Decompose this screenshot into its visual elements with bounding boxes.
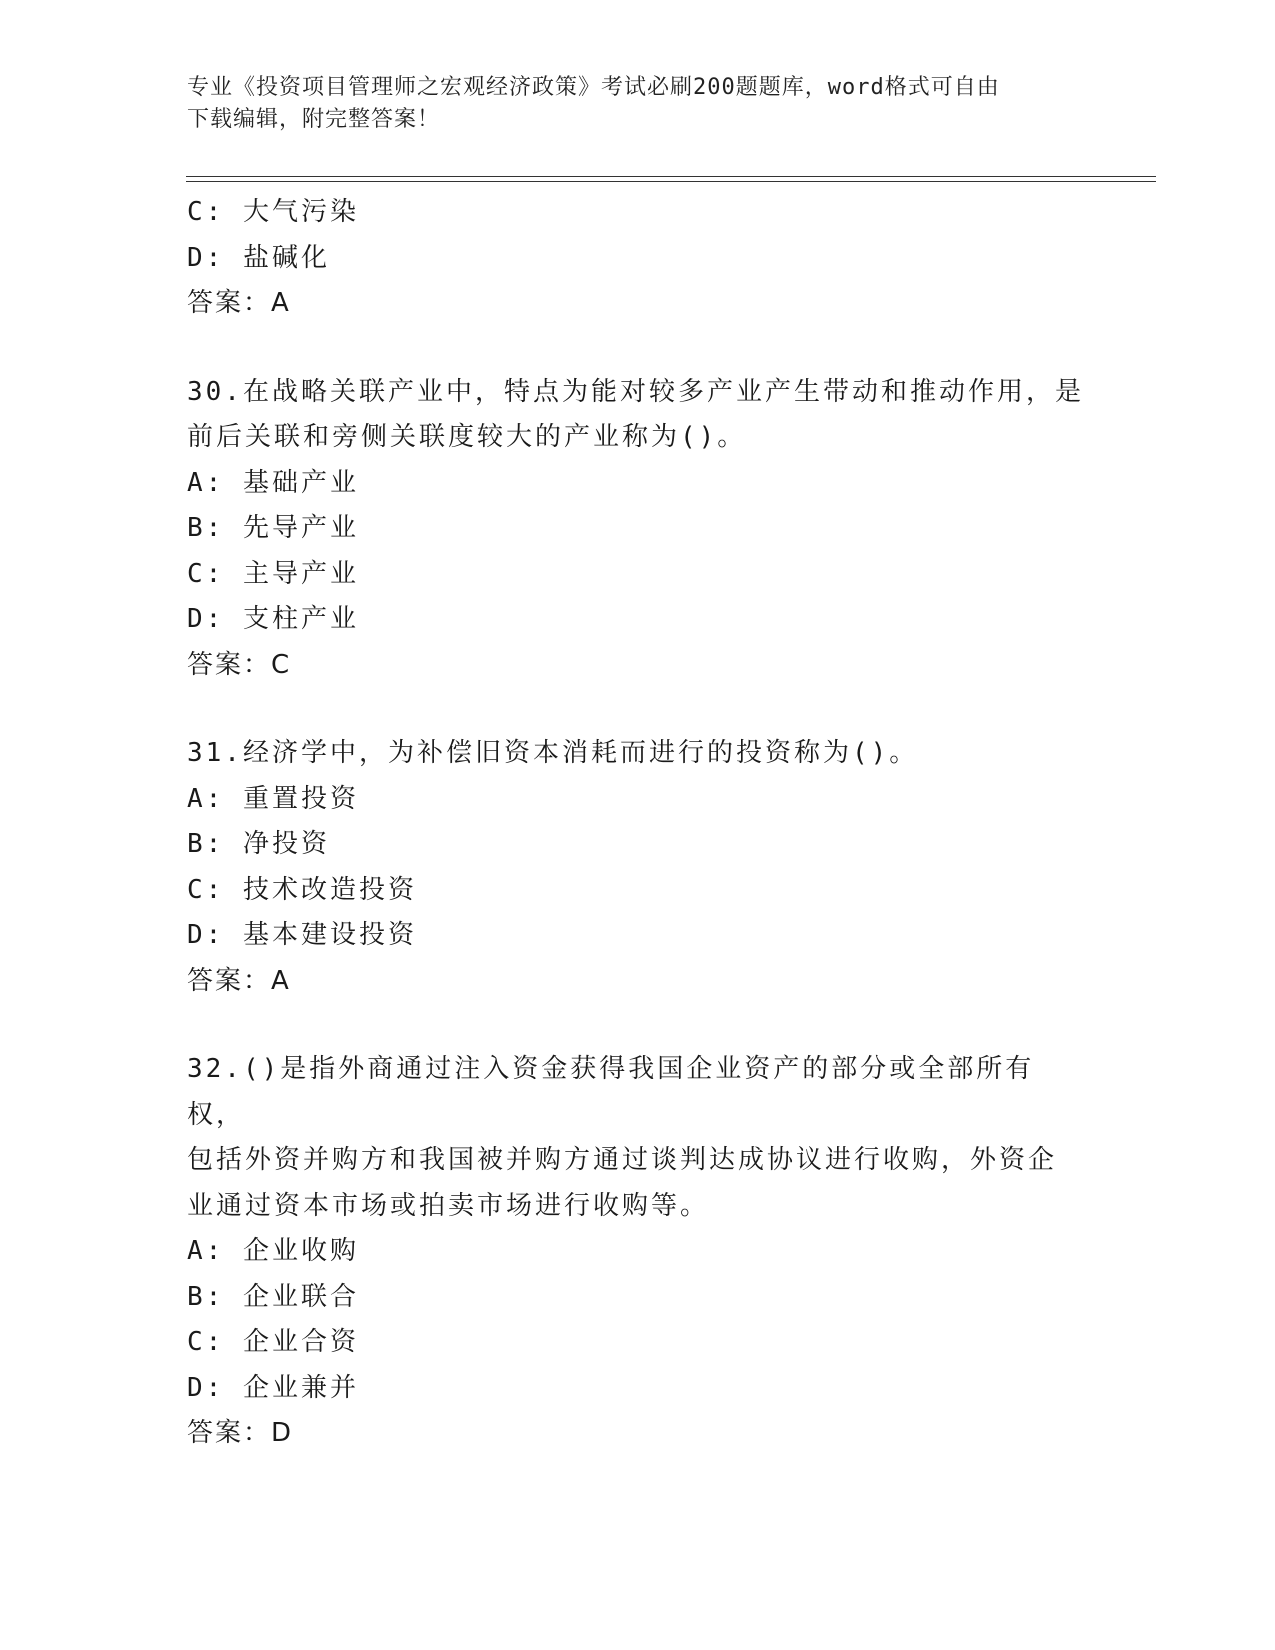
option-c: C: 技术改造投资 bbox=[187, 874, 417, 905]
question-31 bbox=[187, 731, 1087, 1004]
previous-question-tail bbox=[187, 190, 1087, 327]
option-c: C: 企业合资 bbox=[187, 1327, 359, 1357]
question-30 bbox=[187, 370, 1087, 689]
option-c: C: 主导产业 bbox=[187, 558, 359, 589]
document-header bbox=[187, 72, 1067, 136]
question-stem: 30.在战略关联产业中，特点为能对较多产业产生带动和推动作用，是 前后关联和旁侧关联度较大的产业称为()。 bbox=[187, 376, 1084, 452]
header-line-2: 下载编辑，附完整答案！ bbox=[187, 107, 441, 132]
option-c: C: 大气污染 bbox=[187, 197, 359, 227]
option-b: B: 企业联合 bbox=[187, 1281, 359, 1312]
option-b: B: 净投资 bbox=[187, 829, 330, 859]
question-list bbox=[187, 190, 1087, 1457]
option-a: A: 企业收购 bbox=[187, 1236, 359, 1266]
option-d: D: 基本建设投资 bbox=[187, 920, 417, 950]
header-divider-secondary bbox=[186, 181, 1156, 182]
header-divider bbox=[186, 176, 1156, 177]
option-d: D: 支柱产业 bbox=[187, 604, 359, 634]
answer-line: 答案：A bbox=[187, 288, 291, 318]
header-line-1: 专业《投资项目管理师之宏观经济政策》考试必刷200题题库，word格式可自由 bbox=[187, 75, 1000, 100]
answer-line: 答案：C bbox=[187, 649, 292, 680]
question-32 bbox=[187, 1047, 1087, 1457]
question-stem: 31.经济学中，为补偿旧资本消耗而进行的投资称为()。 bbox=[187, 738, 919, 768]
option-d: D: 企业兼并 bbox=[187, 1372, 359, 1403]
option-d: D: 盐碱化 bbox=[187, 242, 330, 273]
option-a: A: 基础产业 bbox=[187, 467, 359, 498]
option-a: A: 重置投资 bbox=[187, 783, 359, 814]
answer-line: 答案：A bbox=[187, 965, 291, 996]
question-stem: 32.()是指外商通过注入资金获得我国企业资产的部分或全部所有权， 包括外资并购方和我国被并购方通过谈判达成协议进行收购，外资企 业通过资本市场或拍卖市场进行收购等。 bbox=[187, 1054, 1058, 1221]
option-b: B: 先导产业 bbox=[187, 513, 359, 543]
answer-line: 答案：D bbox=[187, 1418, 294, 1448]
